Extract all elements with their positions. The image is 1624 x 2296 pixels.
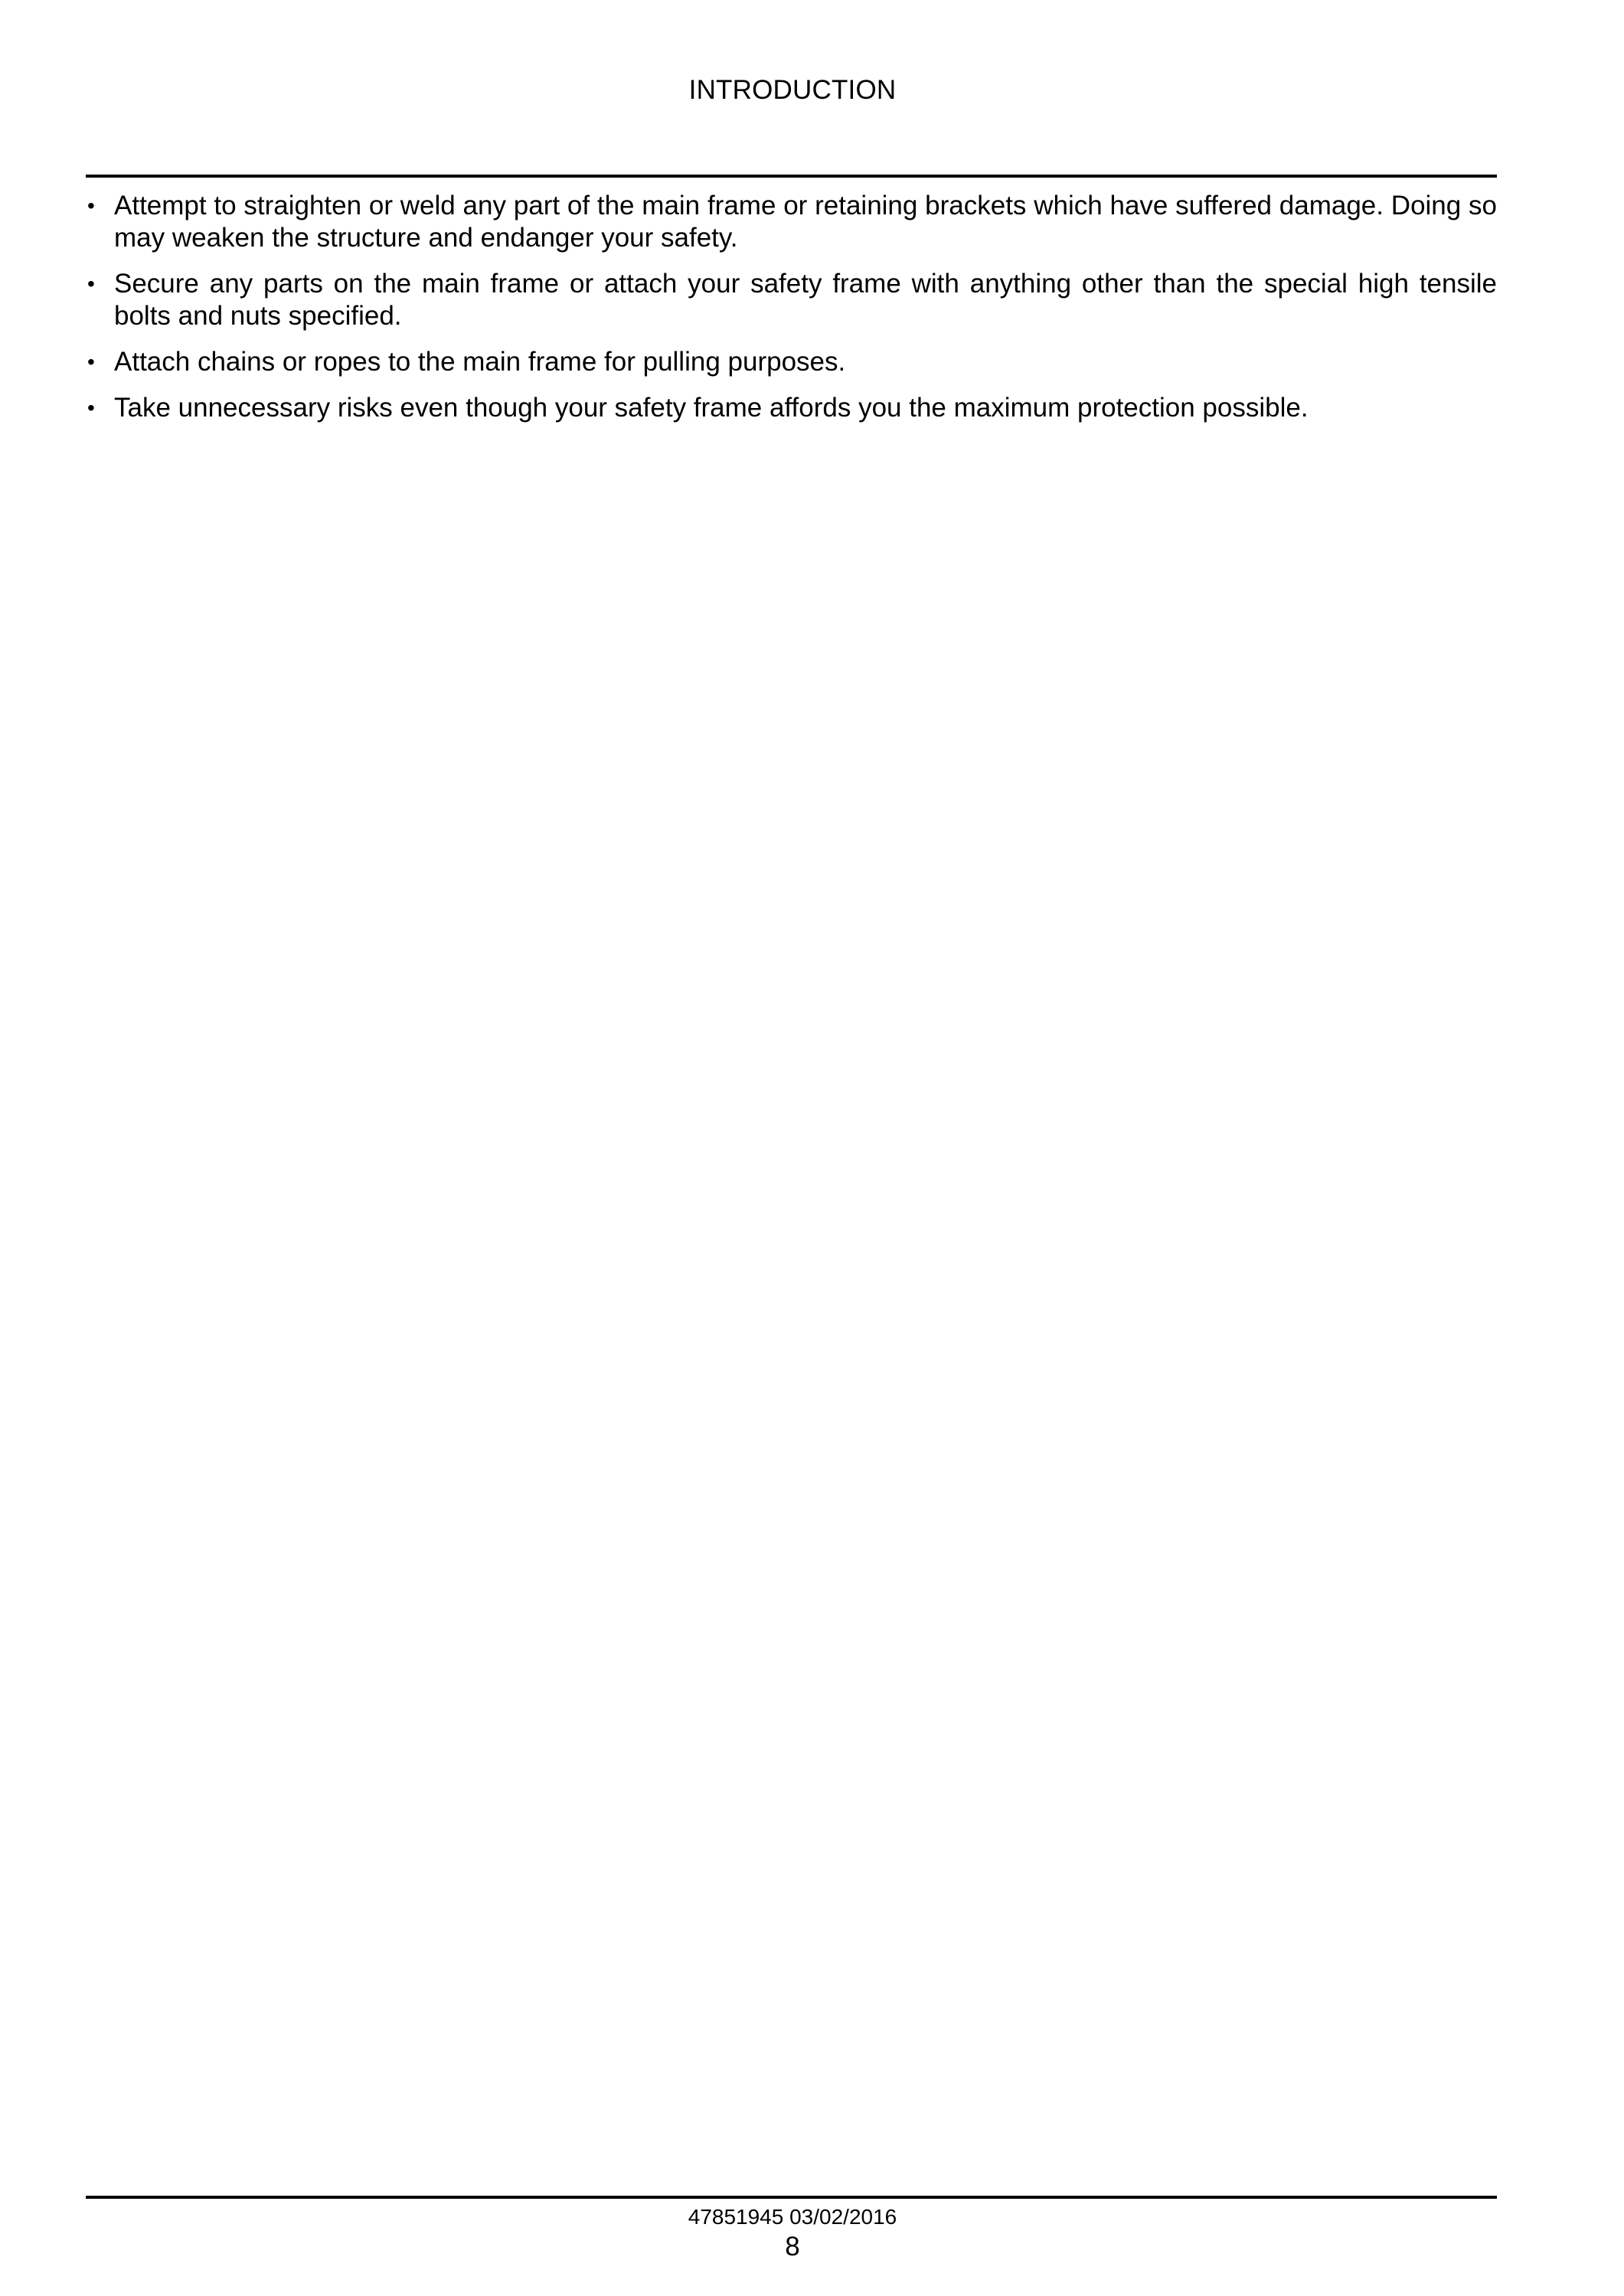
header-divider: [86, 175, 1497, 178]
bullet-icon: •: [87, 350, 95, 374]
page-content: [86, 190, 1497, 438]
list-item: [86, 346, 1497, 378]
section-title: INTRODUCTION: [688, 75, 897, 105]
list-item-text: Secure any parts on the main frame or attach your safety frame with anything other than the special high tensile bolts and nuts specified.: [114, 269, 1497, 331]
page-number: 8: [785, 2232, 800, 2262]
footer-divider: [86, 2196, 1497, 2199]
bullet-icon: •: [87, 272, 95, 296]
document-reference: 47851945 03/02/2016: [688, 2205, 897, 2229]
list-item: [86, 268, 1497, 332]
list-item-text: Attach chains or ropes to the main frame for pulling purposes.: [114, 347, 846, 377]
bullet-icon: •: [87, 396, 95, 420]
list-item-text: Take unnecessary risks even though your safety frame affords you the maximum protection possible.: [114, 393, 1309, 423]
bullet-icon: •: [87, 194, 95, 217]
list-item-text: Attempt to straighten or weld any part of the main frame or retaining brackets which have suffered damage. Doing so may weaken the structure and endanger your safety.: [114, 191, 1497, 253]
page-header: [0, 73, 1585, 107]
page-footer: [0, 2204, 1585, 2264]
bullet-list: [86, 190, 1497, 424]
list-item: [86, 190, 1497, 254]
list-item: [86, 392, 1497, 424]
